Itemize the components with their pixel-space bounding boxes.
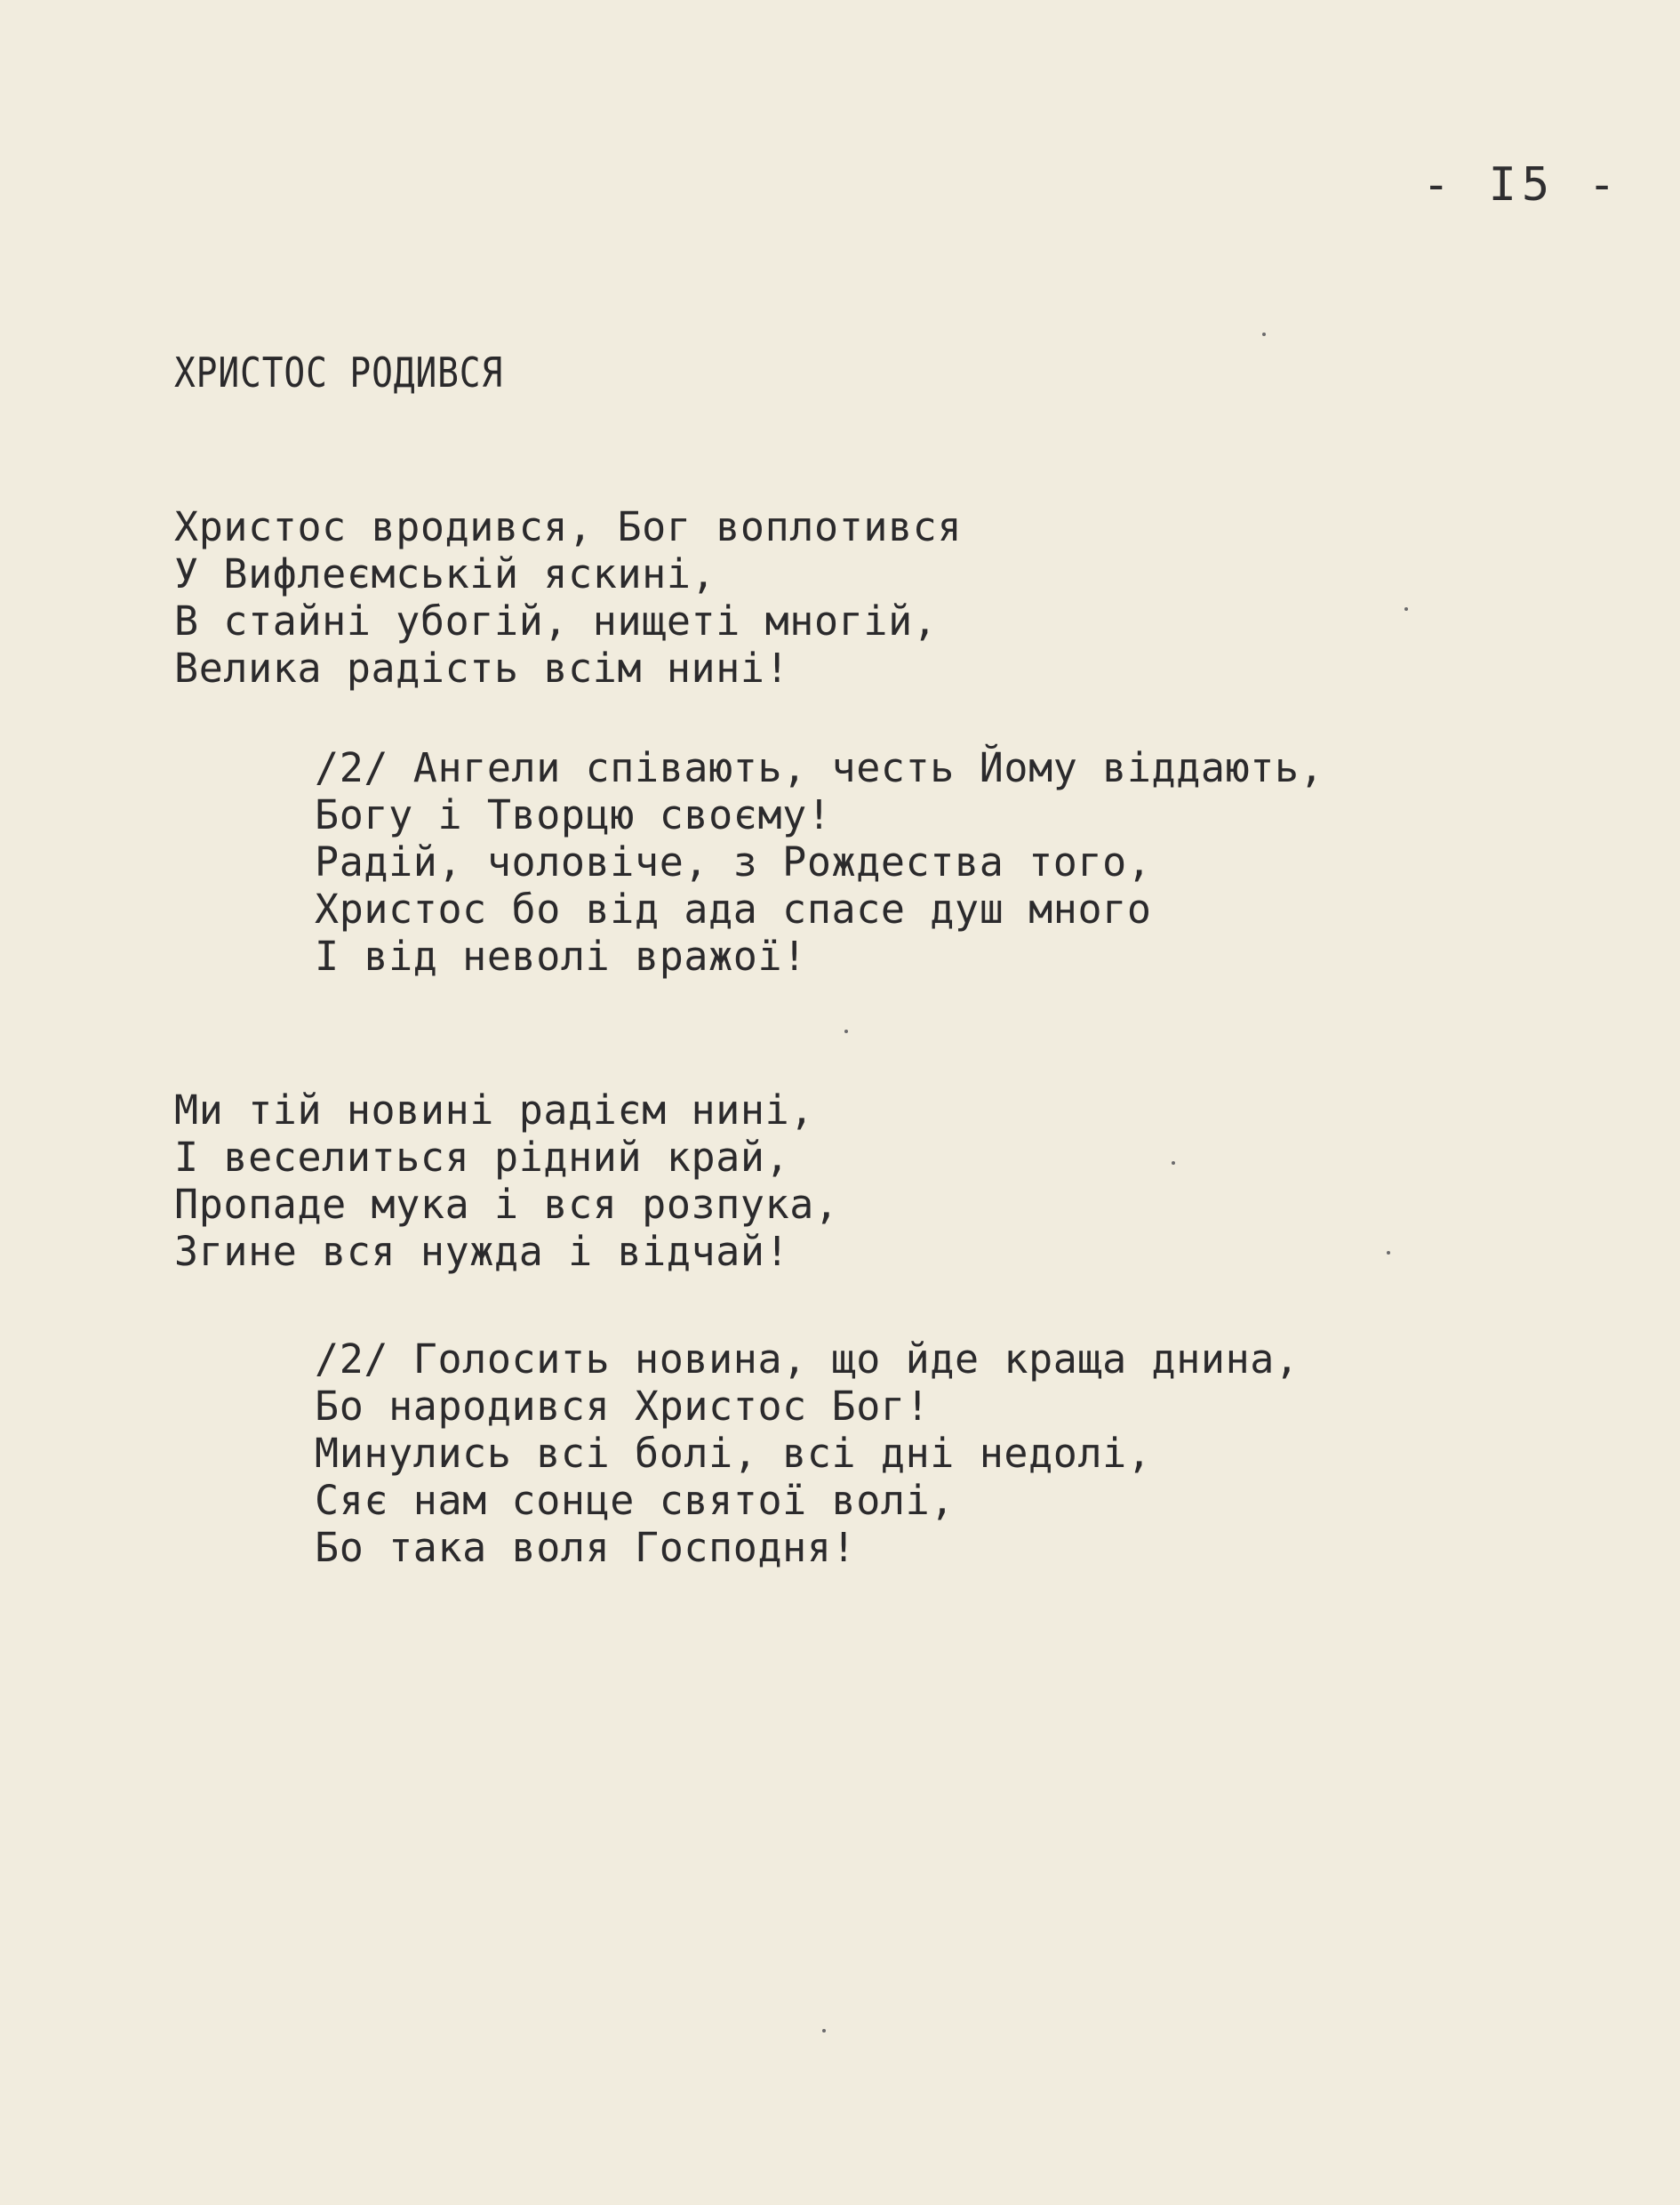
stanza-line: Христос бо від ада спасе душ много	[315, 886, 1152, 933]
stanza-line: Сяє нам сонце святої волі,	[315, 1477, 955, 1524]
stanza-line: Бо народився Христос Бог!	[315, 1383, 931, 1430]
stanza-line: Христос вродився, Бог воплотився	[174, 503, 963, 550]
stanza-line: У Вифлеємській яскині,	[174, 550, 716, 597]
stanza-line: І веселиться рідний край,	[174, 1134, 790, 1181]
stanza-3	[174, 1086, 839, 1275]
stanza-line: І від неволі вражої!	[315, 933, 807, 980]
paper-speck	[1404, 607, 1408, 611]
paper-speck	[1172, 1161, 1175, 1165]
paper-speck	[1387, 1251, 1390, 1255]
paper-speck	[822, 2029, 826, 2033]
paper-speck	[1262, 333, 1266, 336]
page-number: - I5 -	[1422, 158, 1621, 212]
stanza-line: /2/ Голосить новина, що йде краща днина,	[315, 1335, 1300, 1383]
stanza-1	[174, 503, 962, 692]
stanza-line: Бо така воля Господня!	[315, 1524, 857, 1571]
stanza-2	[315, 744, 1324, 980]
stanza-line: Богу і Творцю своєму!	[315, 791, 832, 838]
stanza-line: Велика радість всім нині!	[174, 645, 790, 692]
stanza-line: /2/ Ангели співають, честь Йому віддають,	[315, 744, 1324, 791]
paper-speck	[844, 1030, 848, 1033]
poem-title: ХРИСТОС РОДИВСЯ	[174, 349, 504, 397]
stanza-line: Пропаде мука і вся розпука,	[174, 1181, 839, 1228]
stanza-4	[315, 1335, 1300, 1571]
stanza-line: Минулись всі болі, всі дні недолі,	[315, 1430, 1152, 1477]
stanza-line: Згине вся нужда і відчай!	[174, 1228, 790, 1275]
stanza-line: Ми тій новині радієм нині,	[174, 1086, 814, 1134]
stanza-line: Радій, чоловіче, з Рождества того,	[315, 838, 1152, 886]
stanza-line: В стайні убогій, нищеті многій,	[174, 597, 938, 645]
